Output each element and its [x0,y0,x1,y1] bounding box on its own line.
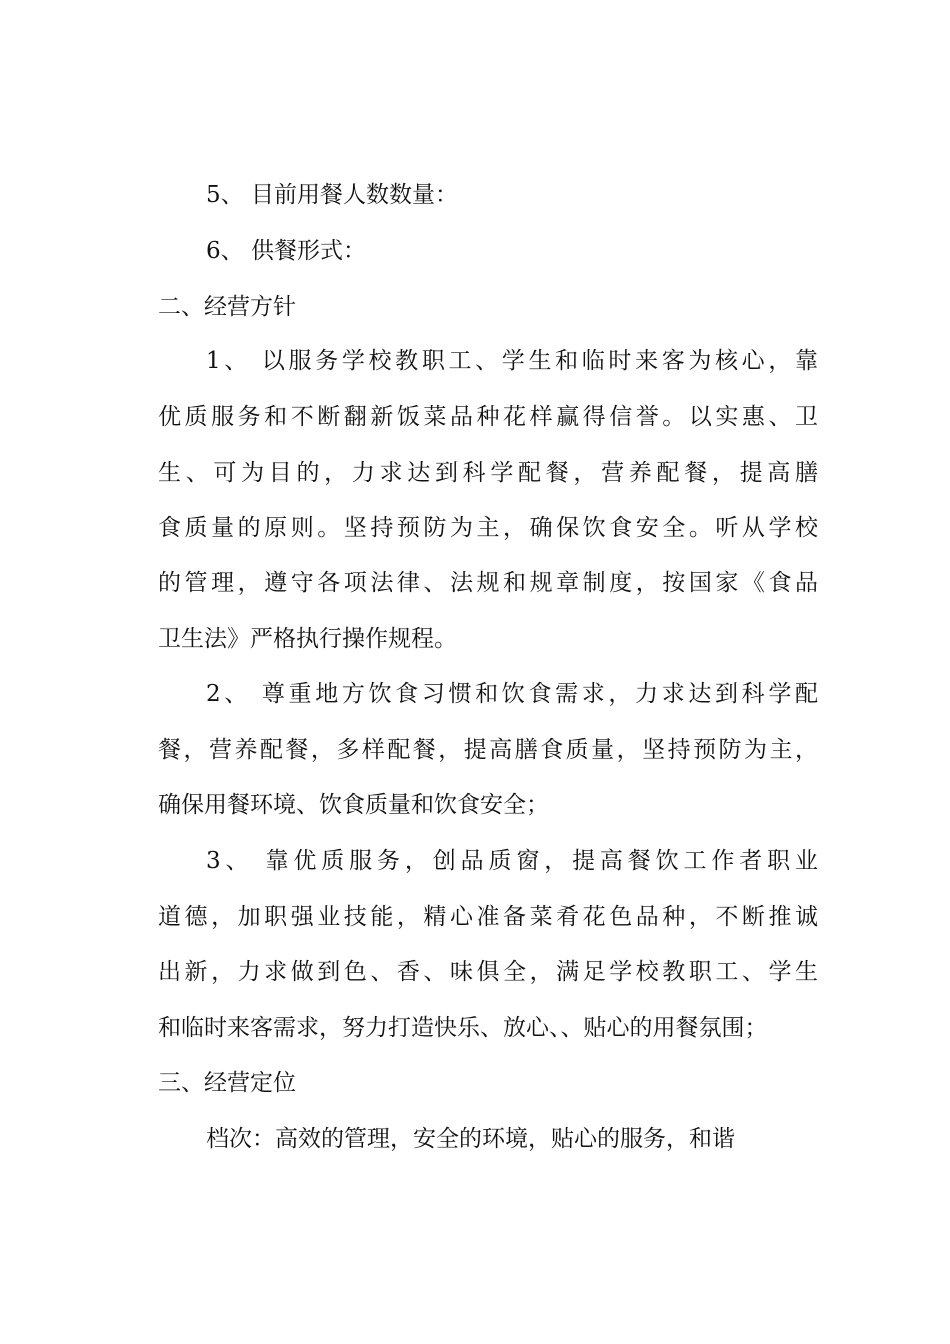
paragraph-1-line-1: 1、 以服务学校教职工、学生和临时来客为核心，靠 [206,348,818,374]
paragraph-1-line-2: 优质服务和不断翻新饭菜品种花样赢得信誉。以实惠、卫 [158,404,818,430]
paragraph-2-line-3: 确保用餐环境、饮食质量和饮食安全； [158,792,549,818]
paragraph-3-line-1: 3、 靠优质服务，创品质窗，提高餐饮工作者职业 [206,848,818,874]
positioning-line-1: 档次：高效的管理，安全的环境，贴心的服务，和谐 [206,1126,735,1152]
paragraph-1-line-6: 卫生法》严格执行操作规程。 [158,626,457,652]
section-heading-3: 三、经营定位 [158,1070,296,1096]
paragraph-3-line-4: 和临时来客需求，努力打造快乐、放心、、贴心的用餐氛围； [158,1015,768,1041]
paragraph-2-line-2: 餐，营养配餐，多样配餐，提高膳食质量，坚持预防为主， [158,737,818,763]
paragraph-1-line-3: 生、可为目的，力求达到科学配餐，营养配餐，提高膳 [158,460,818,486]
paragraph-3-line-2: 道德，加职强业技能，精心准备菜肴花色品种，不断推诚 [158,904,818,930]
item-6-line: 6、 供餐形式： [206,238,366,264]
paragraph-3-line-3: 出新，力求做到色、香、味俱全，满足学校教职工、学生 [158,959,818,985]
paragraph-1-line-5: 的管理，遵守各项法律、法规和规章制度，按国家《食品 [158,570,818,596]
section-heading-2: 二、经营方针 [158,294,296,320]
paragraph-1-line-4: 食质量的原则。坚持预防为主，确保饮食安全。听从学校 [158,515,818,541]
item-5-line: 5、 目前用餐人数数量： [206,182,458,208]
paragraph-2-line-1: 2、 尊重地方饮食习惯和饮食需求，力求达到科学配 [206,681,818,707]
